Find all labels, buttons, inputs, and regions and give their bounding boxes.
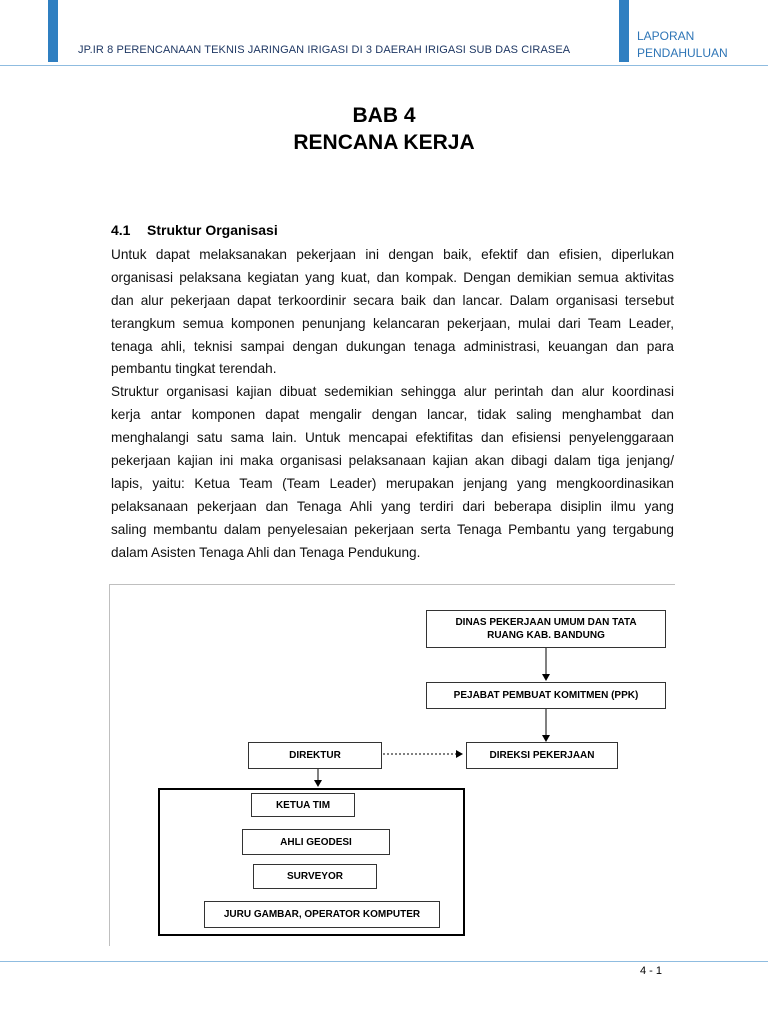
paragraph-line: lapis, yaitu: Ketua Team (Team Leader) merupakan jenjang yang mengkoordinasikan — [111, 476, 674, 491]
project-title: JP.IR 8 PERENCANAAN TEKNIS JARINGAN IRIGASI DI 3 DAERAH IRIGASI SUB DAS CIRASEA — [78, 44, 571, 56]
paragraph-line: organisasi pelaksana kegiatan yang kuat, dan kompak. Dengan demikian semua aktivitas — [111, 270, 674, 285]
box-dinas-line1: DINAS PEKERJAAN UMUM DAN TATA — [455, 617, 637, 628]
box-direktur: DIREKTUR — [248, 742, 382, 769]
box-ahli-geodesi: AHLI GEODESI — [242, 829, 390, 855]
report-type-line1: LAPORAN — [637, 29, 695, 43]
paragraph-line: terangkum semua komponen penunjang kelancaran pekerjaan, mulai dari Team Leader, — [111, 316, 674, 331]
footer-divider — [0, 961, 768, 962]
paragraph-line: pelaksanaan pekerjaan dan Tenaga Ahli yang terdiri dari beberapa disiplin ilmu yang — [111, 499, 674, 514]
paragraph-line: dalam Asisten Tenaga Ahli dan Tenaga Pendukung. — [111, 545, 421, 560]
chapter-number: BAB 4 — [352, 104, 416, 127]
paragraph-line: Struktur organisasi kajian dibuat sedemikian sehingga alur perintah dan alur koordinasi — [111, 384, 674, 399]
box-direksi-pekerjaan: DIREKSI PEKERJAAN — [466, 742, 618, 769]
box-ketua-tim: KETUA TIM — [251, 793, 355, 817]
report-type-line2: PENDAHULUAN — [637, 46, 728, 60]
paragraph-line: menghalangi satu sama lain. Untuk mencapai efektifitas dan efisiensi penyelenggaraan — [111, 430, 674, 445]
paragraph-line: Untuk dapat melaksanakan pekerjaan ini dengan baik, efektif dan efisien, diperlukan — [111, 247, 674, 262]
box-ppk: PEJABAT PEMBUAT KOMITMEN (PPK) — [426, 682, 666, 709]
paragraph-line: pekerjaan kajian ini maka organisasi pelaksanaan kajian akan dibagi dalam tiga jenjang/ — [111, 453, 674, 468]
paragraph-line: kerja antar komponen dapat mengalir dengan lancar, tidak saling menghambat dan — [111, 407, 674, 422]
section-number: 4.1 — [111, 222, 131, 238]
box-dinas-line2: RUANG KAB. BANDUNG — [487, 630, 605, 641]
paragraph-line: pembantu tingkat terendah. — [111, 361, 277, 376]
paragraph-line: saling membantu dalam penyelesaian pekerjaan serta Tenaga Pembantu yang tergabung — [111, 522, 674, 537]
paragraph-line: tenaga ahli, teknisi sampai dengan dukungan tenaga administrasi, keuangan dan para — [111, 339, 674, 354]
box-dinas — [426, 610, 666, 648]
page-number: 4 - 1 — [640, 965, 663, 977]
paragraph-line: dan alur pekerjaan dapat terkoordinir secara baik dan lancar. Dalam organisasi tersebut — [111, 293, 674, 308]
section-title: Struktur Organisasi — [147, 222, 278, 238]
box-surveyor: SURVEYOR — [253, 864, 377, 889]
chapter-title: RENCANA KERJA — [293, 131, 475, 154]
box-juru-gambar: JURU GAMBAR, OPERATOR KOMPUTER — [204, 901, 440, 928]
